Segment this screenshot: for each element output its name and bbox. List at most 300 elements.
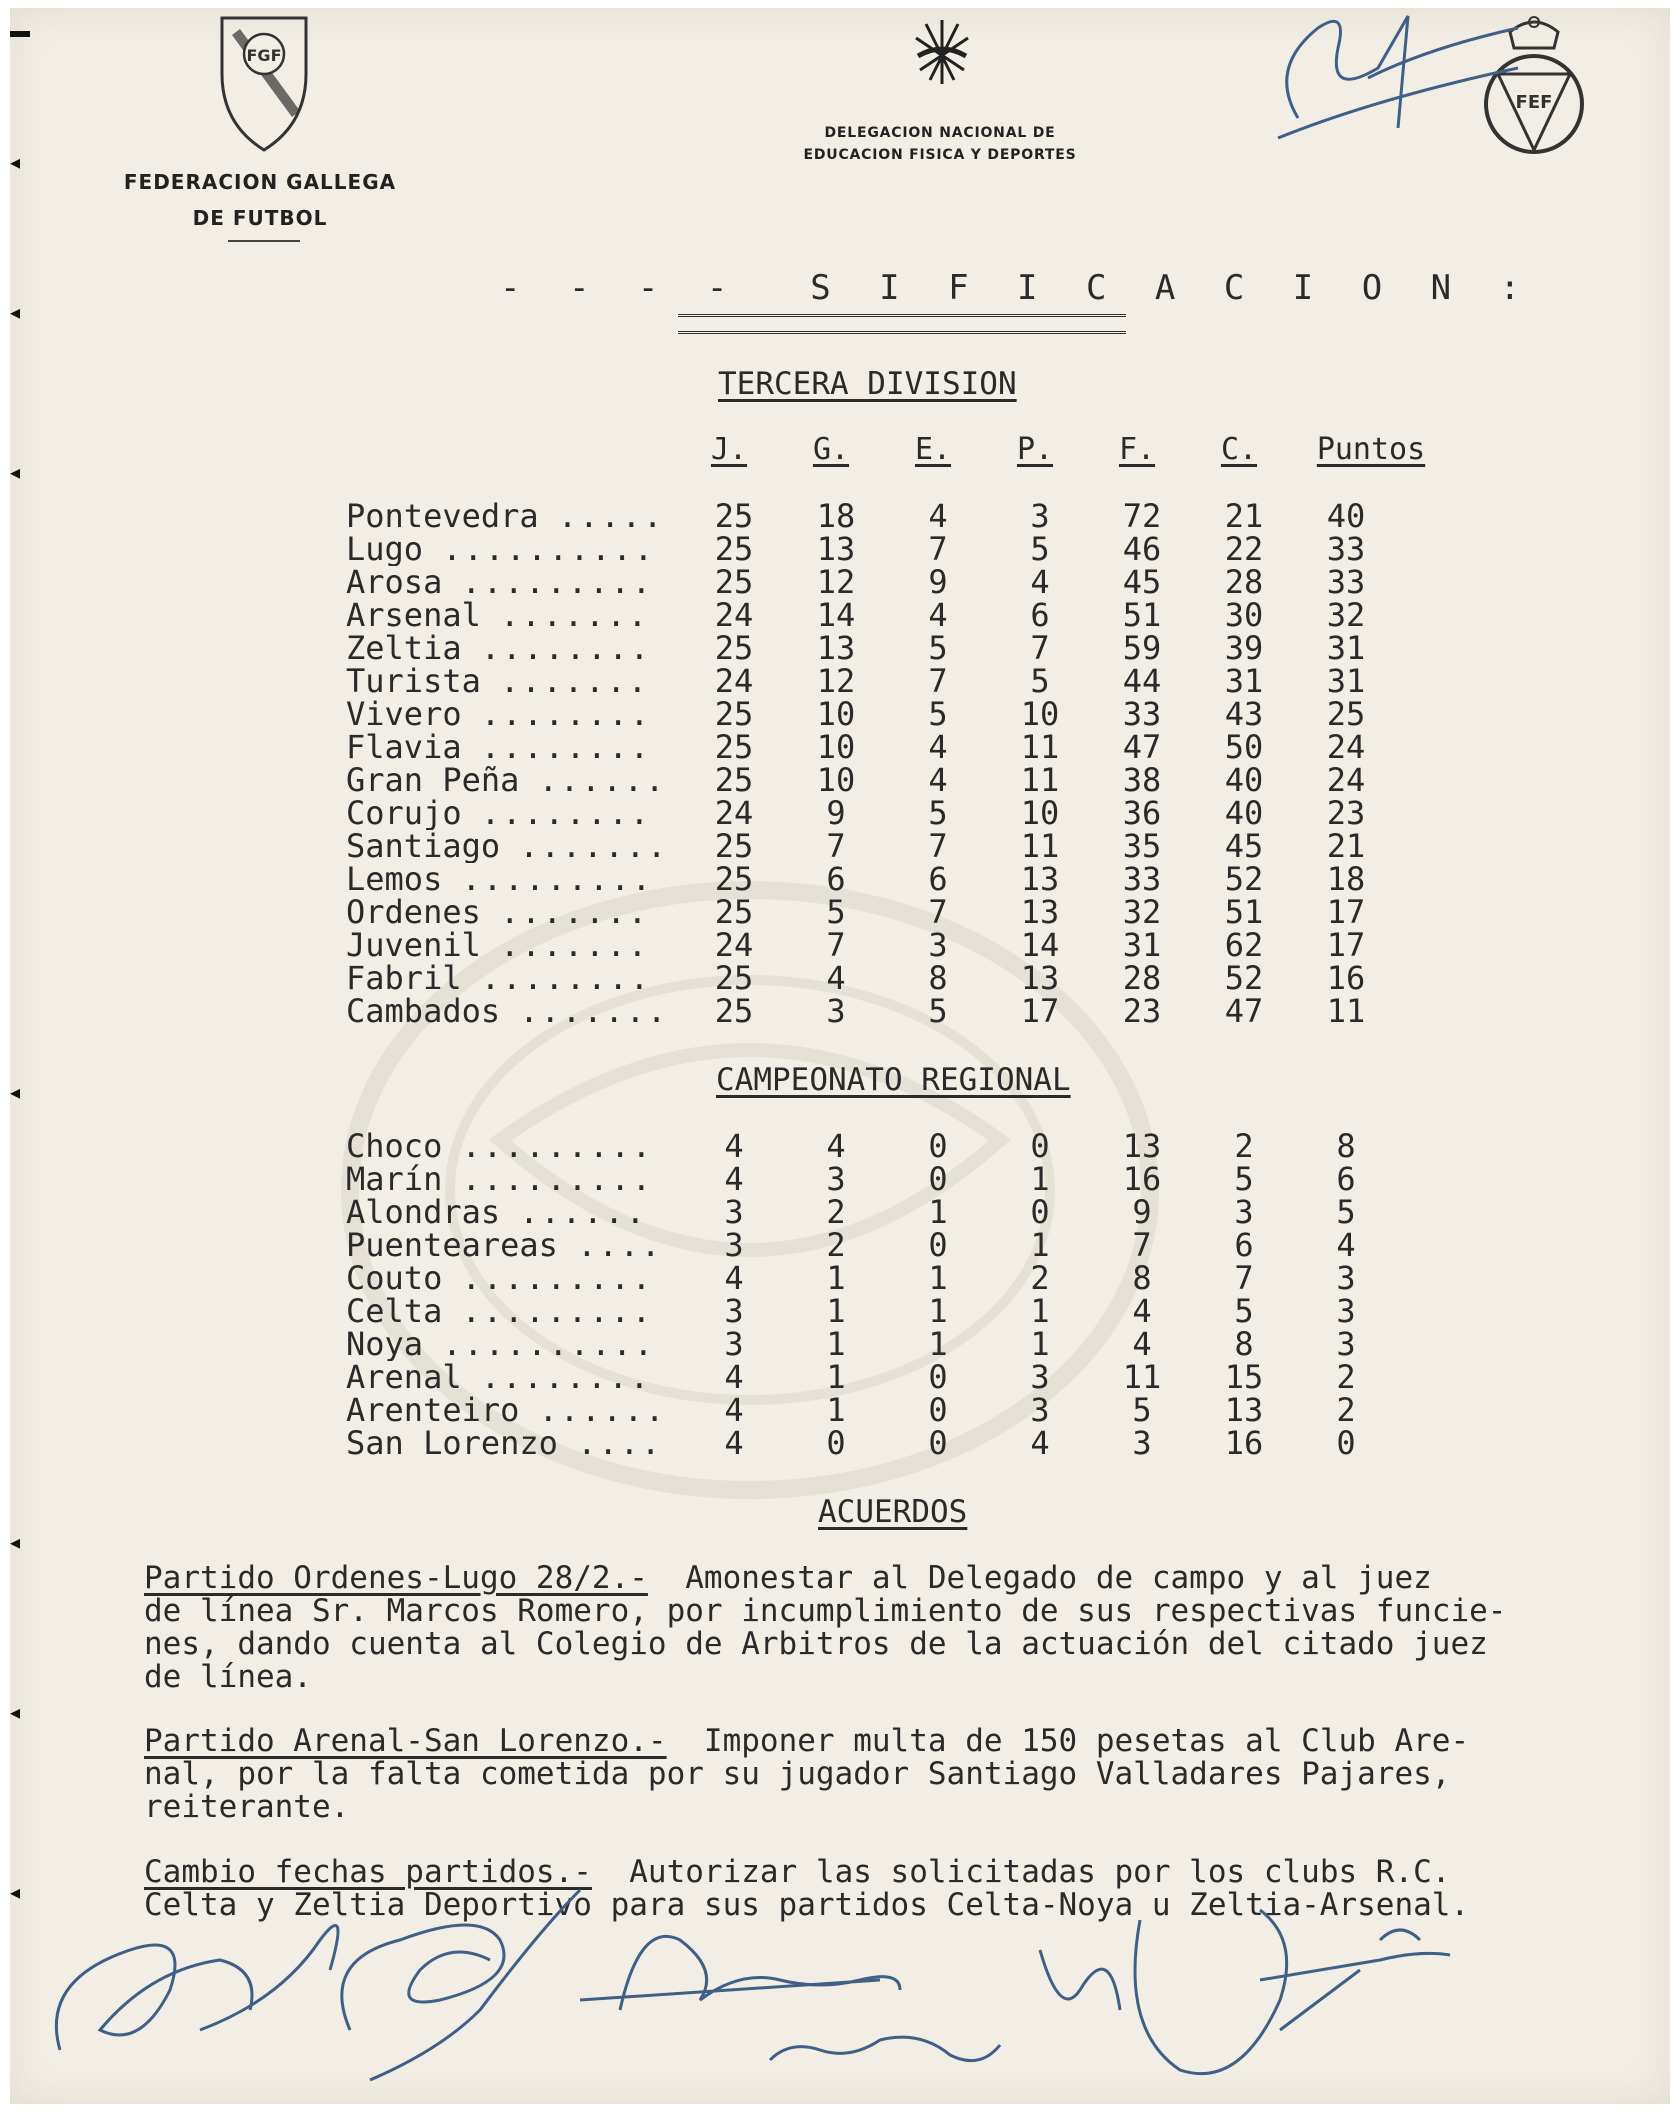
stat-c: 47 xyxy=(1224,992,1264,1030)
stat-p: 1 xyxy=(1030,1292,1050,1330)
table-row xyxy=(346,1391,1446,1429)
stat-p: 3 xyxy=(1030,1358,1050,1396)
team-name xyxy=(346,797,676,830)
leader-dots: ........ xyxy=(480,797,651,830)
stat-p: 10 xyxy=(1020,695,1060,733)
acuerdo-ordenes-lugo: Partido Ordenes-Lugo 28/2.- Amonestar al Delegado de campo y al juez xyxy=(144,1560,1432,1596)
stat-c: 8 xyxy=(1234,1325,1254,1363)
stat-pts: 23 xyxy=(1326,794,1366,832)
team-label: Gran Peña xyxy=(346,764,520,797)
stat-j: 25 xyxy=(714,893,754,931)
stat-c: 3 xyxy=(1234,1193,1254,1231)
stat-p: 14 xyxy=(1020,926,1060,964)
stat-e: 9 xyxy=(928,563,948,601)
team-label: Cambados xyxy=(346,995,501,1028)
stat-g: 10 xyxy=(816,761,856,799)
stat-c: 5 xyxy=(1234,1292,1254,1330)
stat-g: 3 xyxy=(826,1160,846,1198)
leader-dots: ....... xyxy=(500,665,649,698)
stat-g: 14 xyxy=(816,596,856,634)
team-label: San Lorenzo xyxy=(346,1427,558,1460)
team-name xyxy=(346,995,676,1028)
stat-g: 1 xyxy=(826,1325,846,1363)
stat-pts: 32 xyxy=(1326,596,1366,634)
team-name xyxy=(346,500,676,533)
stat-p: 11 xyxy=(1020,728,1060,766)
stat-p: 1 xyxy=(1030,1226,1050,1264)
stat-j: 4 xyxy=(724,1127,744,1165)
leader-dots: ......... xyxy=(461,1262,653,1295)
team-name xyxy=(346,533,676,566)
stat-p: 3 xyxy=(1030,497,1050,535)
team-name xyxy=(346,929,676,962)
campeonato-regional-title: CAMPEONATO REGIONAL xyxy=(716,1062,1071,1098)
svg-text:FEF: FEF xyxy=(1515,92,1553,113)
stat-c: 40 xyxy=(1224,761,1264,799)
table-row xyxy=(346,629,1446,667)
delegation-name: DELEGACION NACIONAL DE EDUCACION FISICA Y DEPORTES xyxy=(803,125,1077,163)
team-label: Juvenil xyxy=(346,929,481,962)
stat-e: 5 xyxy=(928,629,948,667)
stat-j: 24 xyxy=(714,794,754,832)
stat-f: 11 xyxy=(1122,1358,1162,1396)
stat-f: 35 xyxy=(1122,827,1162,865)
stat-e: 0 xyxy=(928,1391,948,1429)
col-header-puntos: Puntos xyxy=(1316,432,1426,467)
team-label: Puenteareas xyxy=(346,1229,558,1262)
acuerdo-lead: Cambio fechas partidos.- xyxy=(144,1854,592,1890)
stat-p: 1 xyxy=(1030,1325,1050,1363)
stat-c: 51 xyxy=(1224,893,1264,931)
stat-c: 31 xyxy=(1224,662,1264,700)
acuerdo-arenal-san-lorenzo: Partido Arenal-San Lorenzo.- Imponer multa de 150 pesetas al Club Are- xyxy=(144,1723,1470,1759)
stat-j: 24 xyxy=(714,662,754,700)
title-double-rule xyxy=(678,314,1126,334)
stat-c: 30 xyxy=(1224,596,1264,634)
leader-dots: .......... xyxy=(442,1328,655,1361)
stat-j: 3 xyxy=(724,1325,744,1363)
stat-g: 2 xyxy=(826,1226,846,1264)
table-row xyxy=(346,497,1446,535)
stat-c: 28 xyxy=(1224,563,1264,601)
stat-g: 13 xyxy=(816,530,856,568)
leader-dots: ....... xyxy=(500,896,649,929)
stat-j: 25 xyxy=(714,959,754,997)
stat-g: 2 xyxy=(826,1193,846,1231)
stat-p: 7 xyxy=(1030,629,1050,667)
tercera-division-title: TERCERA DIVISION xyxy=(718,366,1017,402)
stat-j: 4 xyxy=(724,1424,744,1462)
bottom-signatures xyxy=(20,1880,1480,2110)
table-row xyxy=(346,860,1446,898)
leader-dots: .... xyxy=(577,1229,663,1262)
stat-f: 59 xyxy=(1122,629,1162,667)
stat-p: 11 xyxy=(1020,761,1060,799)
stat-f: 33 xyxy=(1122,695,1162,733)
stat-p: 4 xyxy=(1030,1424,1050,1462)
team-name xyxy=(346,1295,676,1328)
stat-j: 25 xyxy=(714,728,754,766)
team-name xyxy=(346,1361,676,1394)
table-row xyxy=(346,1127,1446,1165)
stat-pts: 6 xyxy=(1336,1160,1356,1198)
stat-j: 24 xyxy=(714,926,754,964)
stat-p: 11 xyxy=(1020,827,1060,865)
stat-c: 5 xyxy=(1234,1160,1254,1198)
team-name xyxy=(346,731,676,764)
stat-e: 6 xyxy=(928,860,948,898)
leader-dots: .......... xyxy=(442,533,655,566)
leader-dots: ........ xyxy=(480,1361,651,1394)
team-label: Zeltia xyxy=(346,632,462,665)
table-row xyxy=(346,1259,1446,1297)
stat-e: 0 xyxy=(928,1358,948,1396)
stat-f: 16 xyxy=(1122,1160,1162,1198)
stat-p: 13 xyxy=(1020,959,1060,997)
stat-j: 3 xyxy=(724,1226,744,1264)
team-label: Ordenes xyxy=(346,896,481,929)
stat-f: 36 xyxy=(1122,794,1162,832)
stat-g: 10 xyxy=(816,695,856,733)
stat-pts: 24 xyxy=(1326,728,1366,766)
stat-g: 1 xyxy=(826,1259,846,1297)
stat-c: 13 xyxy=(1224,1391,1264,1429)
stat-e: 0 xyxy=(928,1424,948,1462)
stat-e: 4 xyxy=(928,728,948,766)
stat-pts: 5 xyxy=(1336,1193,1356,1231)
table-row xyxy=(346,662,1446,700)
stat-e: 1 xyxy=(928,1193,948,1231)
stat-pts: 3 xyxy=(1336,1292,1356,1330)
stat-c: 45 xyxy=(1224,827,1264,865)
team-name xyxy=(346,1229,676,1262)
table-row xyxy=(346,959,1446,997)
team-name xyxy=(346,863,676,896)
stat-p: 5 xyxy=(1030,530,1050,568)
stat-j: 25 xyxy=(714,860,754,898)
stat-pts: 33 xyxy=(1326,563,1366,601)
table-row xyxy=(346,1325,1446,1363)
stat-pts: 33 xyxy=(1326,530,1366,568)
stat-pts: 25 xyxy=(1326,695,1366,733)
stat-f: 4 xyxy=(1132,1292,1152,1330)
stat-p: 10 xyxy=(1020,794,1060,832)
stat-e: 5 xyxy=(928,695,948,733)
stat-g: 1 xyxy=(826,1358,846,1396)
stat-c: 50 xyxy=(1224,728,1264,766)
stat-e: 7 xyxy=(928,530,948,568)
stat-c: 39 xyxy=(1224,629,1264,667)
leader-dots: ........ xyxy=(480,962,651,995)
table-row xyxy=(346,926,1446,964)
stat-c: 22 xyxy=(1224,530,1264,568)
stat-pts: 31 xyxy=(1326,629,1366,667)
stat-c: 52 xyxy=(1224,860,1264,898)
stat-pts: 40 xyxy=(1326,497,1366,535)
stat-p: 1 xyxy=(1030,1160,1050,1198)
table-row xyxy=(346,530,1446,568)
team-label: Corujo xyxy=(346,797,462,830)
stat-g: 0 xyxy=(826,1424,846,1462)
stat-j: 4 xyxy=(724,1259,744,1297)
stat-p: 13 xyxy=(1020,860,1060,898)
stat-e: 0 xyxy=(928,1127,948,1165)
team-label: Fabril xyxy=(346,962,462,995)
team-name xyxy=(346,896,676,929)
stat-p: 4 xyxy=(1030,563,1050,601)
stat-j: 3 xyxy=(724,1292,744,1330)
stat-g: 10 xyxy=(816,728,856,766)
top-signature xyxy=(1258,8,1538,168)
table-row xyxy=(346,893,1446,931)
team-name xyxy=(346,566,676,599)
stat-f: 33 xyxy=(1122,860,1162,898)
stat-e: 7 xyxy=(928,662,948,700)
stat-e: 3 xyxy=(928,926,948,964)
stat-f: 51 xyxy=(1122,596,1162,634)
team-name xyxy=(346,1130,676,1163)
table-row xyxy=(346,827,1446,865)
team-name xyxy=(346,1262,676,1295)
leader-dots: ...... xyxy=(519,1196,647,1229)
team-label: Marín xyxy=(346,1163,443,1196)
stat-pts: 17 xyxy=(1326,893,1366,931)
table-row xyxy=(346,695,1446,733)
team-label: Flavia xyxy=(346,731,462,764)
stat-g: 18 xyxy=(816,497,856,535)
col-header-f: F. xyxy=(1118,432,1156,467)
stat-p: 3 xyxy=(1030,1391,1050,1429)
stat-c: 52 xyxy=(1224,959,1264,997)
stat-c: 21 xyxy=(1224,497,1264,535)
stat-e: 4 xyxy=(928,761,948,799)
col-header-g: G. xyxy=(812,432,850,467)
table-row xyxy=(346,563,1446,601)
team-name xyxy=(346,1196,676,1229)
tercera-standings-table xyxy=(346,497,1446,1030)
team-name xyxy=(346,599,676,632)
table-row xyxy=(346,596,1446,634)
stat-j: 3 xyxy=(724,1193,744,1231)
stat-e: 0 xyxy=(928,1226,948,1264)
acuerdo-lead: Partido Arenal-San Lorenzo.- xyxy=(144,1723,667,1759)
stat-j: 25 xyxy=(714,530,754,568)
leader-dots: ....... xyxy=(500,929,649,962)
stat-pts: 11 xyxy=(1326,992,1366,1030)
leader-dots: ...... xyxy=(538,1394,667,1427)
stat-e: 5 xyxy=(928,794,948,832)
stat-pts: 24 xyxy=(1326,761,1366,799)
stat-f: 23 xyxy=(1122,992,1162,1030)
stat-pts: 2 xyxy=(1336,1391,1356,1429)
stat-f: 46 xyxy=(1122,530,1162,568)
stat-e: 5 xyxy=(928,992,948,1030)
col-header-j: J. xyxy=(710,432,748,467)
table-row xyxy=(346,1226,1446,1264)
stat-j: 25 xyxy=(714,992,754,1030)
stat-pts: 2 xyxy=(1336,1358,1356,1396)
table-row xyxy=(346,1358,1446,1396)
stat-f: 72 xyxy=(1122,497,1162,535)
stat-f: 38 xyxy=(1122,761,1162,799)
stat-pts: 3 xyxy=(1336,1259,1356,1297)
stat-f: 3 xyxy=(1132,1424,1152,1462)
team-label: Arosa xyxy=(346,566,443,599)
stat-e: 4 xyxy=(928,497,948,535)
table-row xyxy=(346,1292,1446,1330)
stat-c: 7 xyxy=(1234,1259,1254,1297)
leader-dots: ......... xyxy=(461,566,653,599)
stat-g: 9 xyxy=(826,794,846,832)
leader-dots: ......... xyxy=(461,1295,653,1328)
leader-dots: .... xyxy=(577,1427,663,1460)
stat-f: 45 xyxy=(1122,563,1162,601)
stat-e: 1 xyxy=(928,1259,948,1297)
stat-p: 2 xyxy=(1030,1259,1050,1297)
team-label: Couto xyxy=(346,1262,443,1295)
stat-pts: 0 xyxy=(1336,1424,1356,1462)
stat-f: 4 xyxy=(1132,1325,1152,1363)
stat-pts: 4 xyxy=(1336,1226,1356,1264)
stat-j: 25 xyxy=(714,497,754,535)
acuerdo-ordenes-lugo-body: de línea Sr. Marcos Romero, por incumplimiento de sus respectivas funcie- nes, dando cuenta al Colegio de Arbitros de la actuación del citado juez de línea. xyxy=(144,1593,1507,1695)
stat-pts: 3 xyxy=(1336,1325,1356,1363)
team-name xyxy=(346,1328,676,1361)
leader-dots: ........ xyxy=(480,632,651,665)
stat-j: 4 xyxy=(724,1160,744,1198)
leader-dots: ......... xyxy=(461,1163,653,1196)
acuerdo-cambio-fechas: Cambio fechas partidos.- Autorizar las solicitadas por los clubs R.C. xyxy=(144,1854,1451,1890)
stat-j: 4 xyxy=(724,1358,744,1396)
stat-p: 13 xyxy=(1020,893,1060,931)
table-row xyxy=(346,794,1446,832)
stat-f: 8 xyxy=(1132,1259,1152,1297)
team-name xyxy=(346,665,676,698)
leader-dots: ......... xyxy=(461,1130,653,1163)
table-row xyxy=(346,1424,1446,1462)
stat-j: 25 xyxy=(714,827,754,865)
team-label: Choco xyxy=(346,1130,443,1163)
acuerdo-lead: Partido Ordenes-Lugo 28/2.- xyxy=(144,1560,648,1596)
stat-g: 3 xyxy=(826,992,846,1030)
team-label: Lugo xyxy=(346,533,424,566)
federation-name: FEDERACION GALLEGA DE FUTBOL xyxy=(123,170,397,230)
stat-g: 1 xyxy=(826,1391,846,1429)
team-name xyxy=(346,1163,676,1196)
federation-rule xyxy=(228,240,300,242)
leader-dots: ....... xyxy=(519,830,669,863)
team-label: Turista xyxy=(346,665,481,698)
document-title: - - - - S I F I C A C I O N : xyxy=(500,268,1535,308)
stat-g: 12 xyxy=(816,662,856,700)
team-name xyxy=(346,698,676,731)
col-header-c: C. xyxy=(1220,432,1258,467)
team-label: Arsenal xyxy=(346,599,481,632)
stat-f: 44 xyxy=(1122,662,1162,700)
stat-g: 12 xyxy=(816,563,856,601)
stat-e: 7 xyxy=(928,893,948,931)
stat-g: 7 xyxy=(826,827,846,865)
regional-standings-table xyxy=(346,1127,1446,1462)
stat-f: 13 xyxy=(1122,1127,1162,1165)
stat-p: 17 xyxy=(1020,992,1060,1030)
acuerdos-title: ACUERDOS xyxy=(818,1494,968,1530)
leader-dots: ..... xyxy=(557,500,665,533)
leader-dots: ....... xyxy=(500,599,649,632)
stat-e: 8 xyxy=(928,959,948,997)
stat-c: 16 xyxy=(1224,1424,1264,1462)
table-row xyxy=(346,761,1446,799)
stat-g: 13 xyxy=(816,629,856,667)
acuerdo-arenal-san-lorenzo-body: nal, por la falta cometida por su jugador Santiago Valladares Pajares, reiterante. xyxy=(144,1756,1451,1825)
team-label: Alondras xyxy=(346,1196,501,1229)
stat-f: 7 xyxy=(1132,1226,1152,1264)
stat-p: 5 xyxy=(1030,662,1050,700)
stat-g: 4 xyxy=(826,1127,846,1165)
col-header-p: P. xyxy=(1016,432,1054,467)
table-row xyxy=(346,728,1446,766)
team-label: Lemos xyxy=(346,863,443,896)
team-label: Noya xyxy=(346,1328,424,1361)
stat-e: 0 xyxy=(928,1160,948,1198)
stat-j: 4 xyxy=(724,1391,744,1429)
stat-pts: 21 xyxy=(1326,827,1366,865)
stat-j: 25 xyxy=(714,761,754,799)
stat-c: 62 xyxy=(1224,926,1264,964)
col-header-e: E. xyxy=(914,432,952,467)
stat-e: 4 xyxy=(928,596,948,634)
team-label: Pontevedra xyxy=(346,500,539,533)
acuerdo-cambio-fechas-body: Celta y Zeltia Deportivo para sus partidos Celta-Noya u Zeltia-Arsenal. xyxy=(144,1887,1470,1923)
stat-pts: 17 xyxy=(1326,926,1366,964)
team-name xyxy=(346,962,676,995)
stat-c: 43 xyxy=(1224,695,1264,733)
stat-c: 2 xyxy=(1234,1127,1254,1165)
team-label: Vivero xyxy=(346,698,462,731)
leader-dots: ......... xyxy=(461,863,653,896)
stat-g: 5 xyxy=(826,893,846,931)
stat-c: 40 xyxy=(1224,794,1264,832)
stat-e: 1 xyxy=(928,1292,948,1330)
team-label: Arenteiro xyxy=(346,1394,520,1427)
svg-text:FGF: FGF xyxy=(246,46,282,65)
stat-p: 0 xyxy=(1030,1127,1050,1165)
leader-dots: ........ xyxy=(480,731,651,764)
table-row xyxy=(346,1160,1446,1198)
stat-e: 1 xyxy=(928,1325,948,1363)
team-label: Santiago xyxy=(346,830,501,863)
stat-c: 15 xyxy=(1224,1358,1264,1396)
team-name xyxy=(346,830,676,863)
stat-f: 32 xyxy=(1122,893,1162,931)
stat-p: 0 xyxy=(1030,1193,1050,1231)
stat-e: 7 xyxy=(928,827,948,865)
stat-p: 6 xyxy=(1030,596,1050,634)
yoke-arrows-icon xyxy=(912,16,972,88)
stat-f: 5 xyxy=(1132,1391,1152,1429)
stat-f: 9 xyxy=(1132,1193,1152,1231)
stat-c: 6 xyxy=(1234,1226,1254,1264)
stat-j: 25 xyxy=(714,629,754,667)
stat-j: 25 xyxy=(714,563,754,601)
stat-j: 25 xyxy=(714,695,754,733)
stat-pts: 18 xyxy=(1326,860,1366,898)
stat-pts: 16 xyxy=(1326,959,1366,997)
stat-g: 6 xyxy=(826,860,846,898)
team-name xyxy=(346,1394,676,1427)
team-name xyxy=(346,632,676,665)
stat-pts: 31 xyxy=(1326,662,1366,700)
